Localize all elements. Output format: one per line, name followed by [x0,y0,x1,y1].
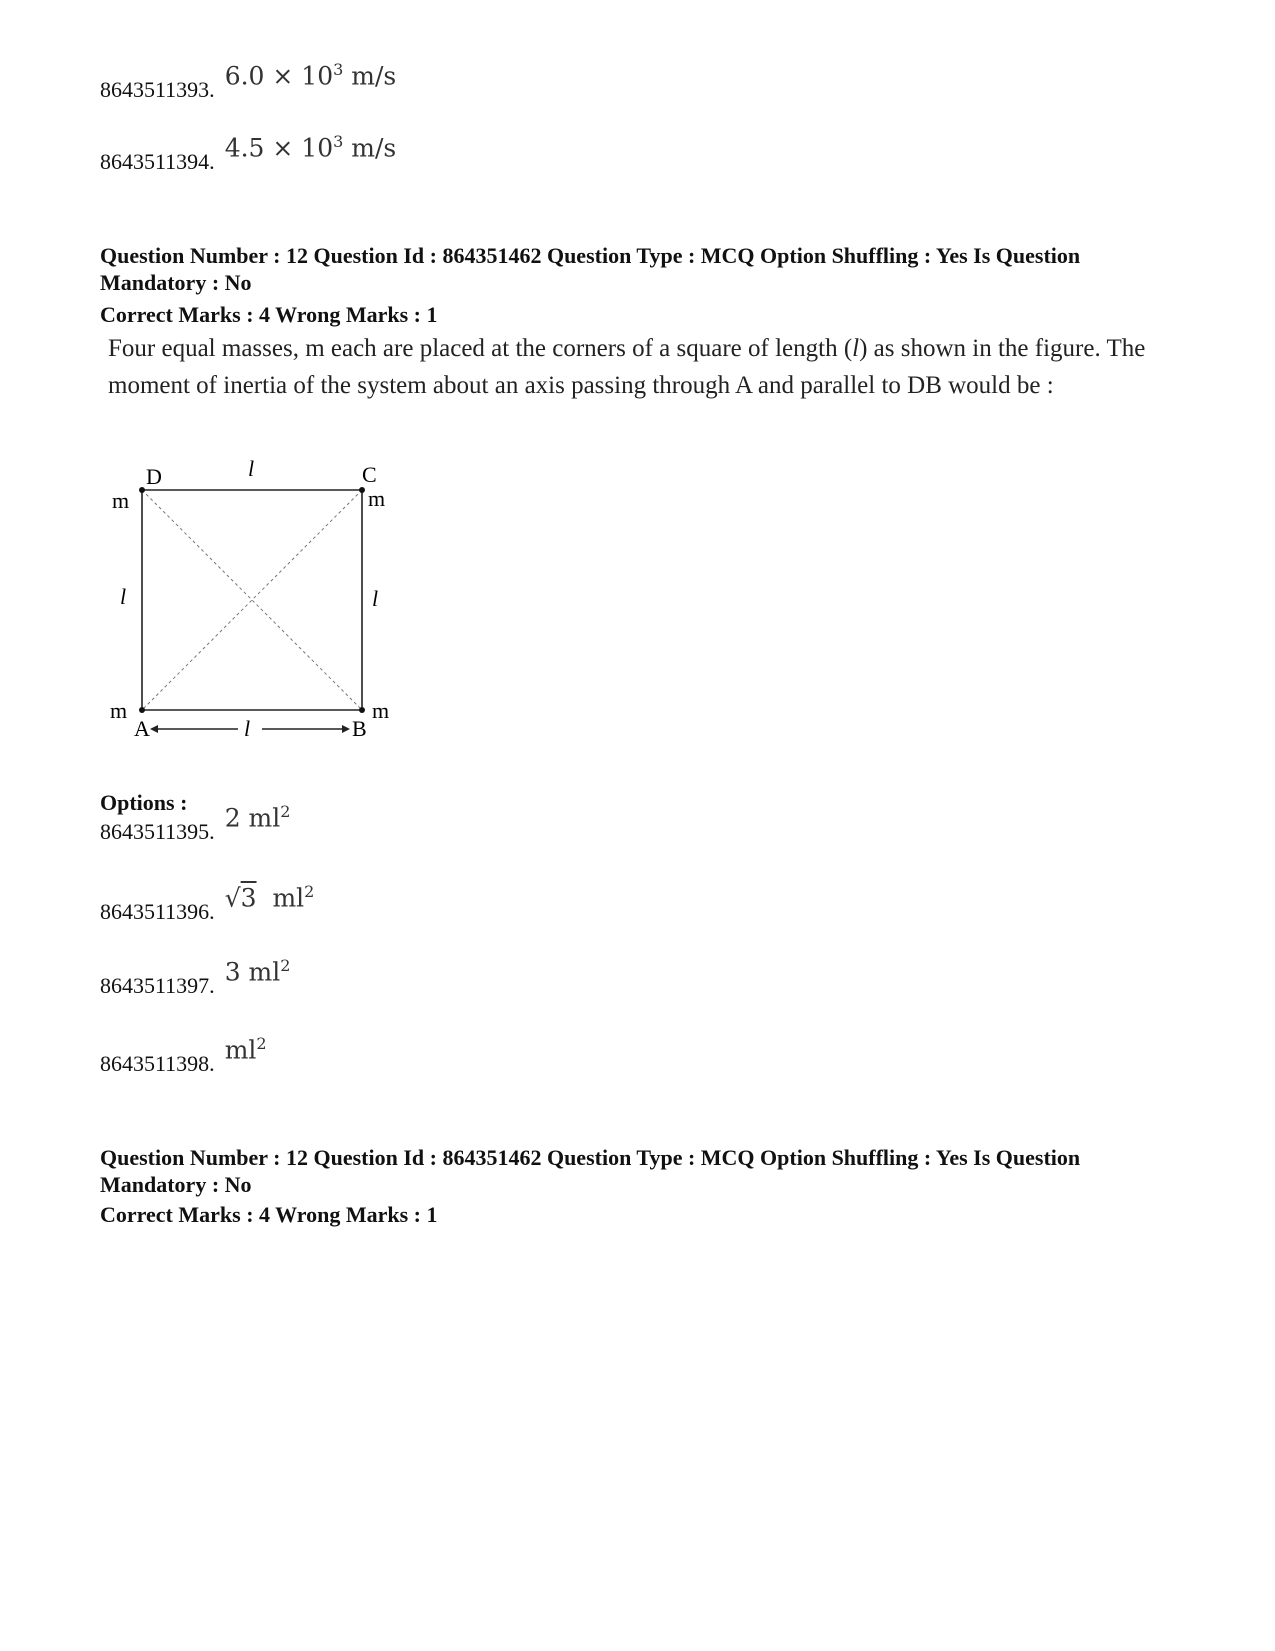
question-header [100,242,1180,296]
label-d: D [146,464,162,489]
option-value: $4.5 \times 10^3$ m/s [224,131,397,162]
options-label: Options : [100,790,188,815]
next-question-header [100,1144,1180,1198]
question-header-line1: Question Number : 12 Question Id : 864351462 Question Type : MCQ Option Shuffling : Yes Is Question [100,243,1081,268]
option-id: 8643511396. [100,899,215,924]
option-id: 8643511393. [100,77,215,102]
option-id: 8643511397. [100,973,215,998]
question-marks: Correct Marks : 4 Wrong Marks : 1 [100,302,438,327]
mass-b: m [372,698,390,723]
label-c: C [362,462,377,487]
mass-d: m [112,488,130,513]
option-value: 3 $ml^2$ [224,955,291,986]
option-value: 2 $ml^2$ [224,801,291,832]
option-4[interactable] [100,1033,267,1076]
mass-a: m [110,698,128,723]
question-text: Four equal masses, m each are placed at the corners of a square of length (l) as shown in the figure. The moment of inertia of the system about an axis passing through A and parallel to DB would be : [108,335,1146,399]
next-question-header-line1: Question Number : 12 Question Id : 864351462 Question Type : MCQ Option Shuffling : Yes Is Question [100,1145,1081,1170]
prev-option-2[interactable] [100,131,397,174]
label-bottom-side: l [244,716,251,741]
next-question-header-line2: Mandatory : No [100,1172,252,1197]
label-b: B [352,716,367,741]
option-value: $ml^2$ [224,1033,267,1064]
option-2[interactable] [100,881,315,924]
label-left-side: l [120,584,127,609]
option-id: 8643511395. [100,819,215,844]
option-id: 8643511398. [100,1051,215,1076]
next-question-marks: Correct Marks : 4 Wrong Marks : 1 [100,1202,438,1227]
label-a: A [134,716,150,741]
option-value: $6.0 \times 10^3$ m/s [224,59,397,90]
square-masses-figure [100,456,430,770]
option-value: √3 $ml^2$ [224,881,315,912]
prev-option-1[interactable] [100,59,397,102]
label-right-side: l [372,586,379,611]
sqrt-icon: √ [224,883,241,912]
option-3[interactable] [100,955,291,998]
label-top-side: l [248,456,255,481]
question-header-line2: Mandatory : No [100,270,252,295]
option-id: 8643511394. [100,149,215,174]
mass-c: m [368,486,386,511]
